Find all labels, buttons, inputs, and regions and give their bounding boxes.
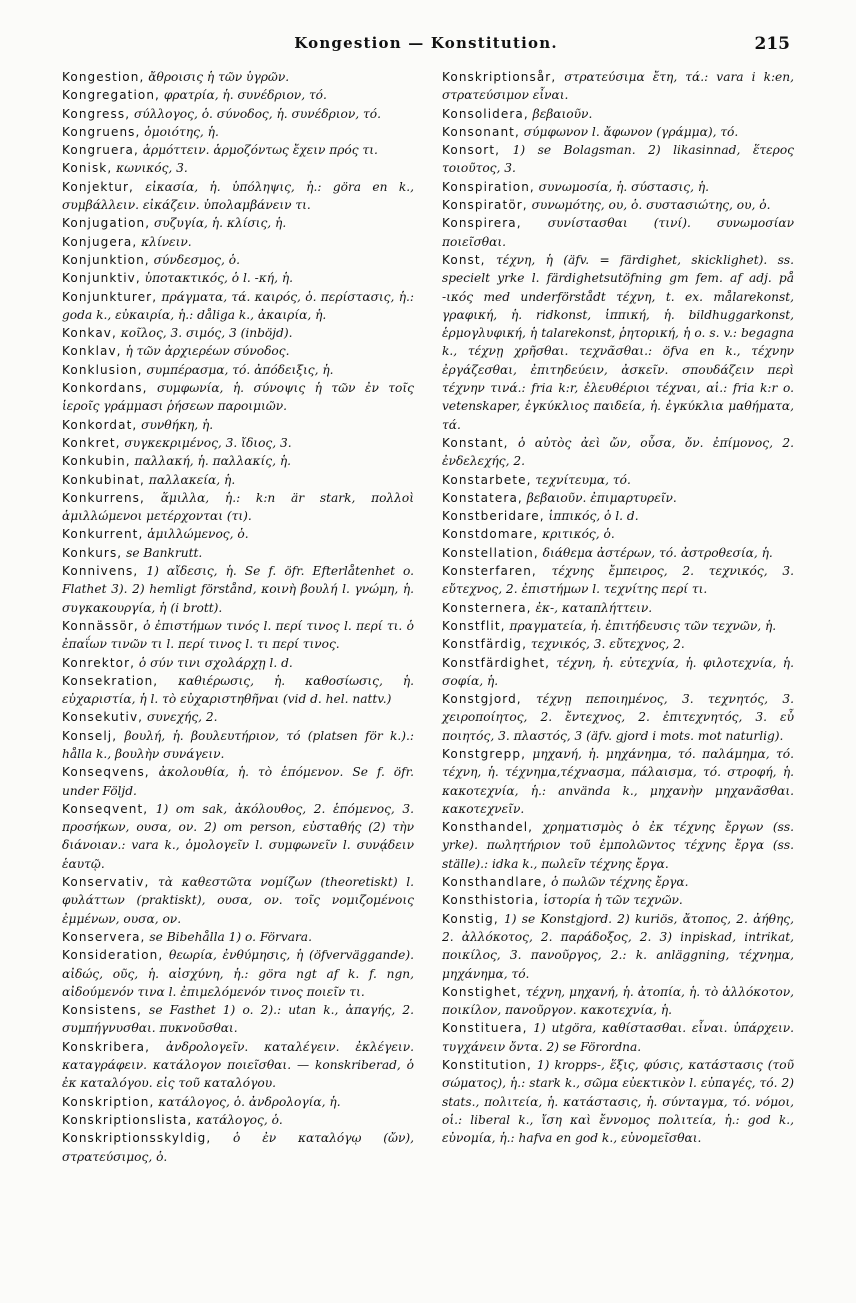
dictionary-entry xyxy=(62,489,414,526)
entry-headword: Konstig, xyxy=(442,911,499,926)
entry-translation: τέχνη, ἡ. εὐτεχνία, ἡ. φιλοτεχνία, ἡ. σοφία, ἡ. xyxy=(442,655,794,688)
entry-headword: Konklav, xyxy=(62,344,122,359)
entry-translation: τεχνικός, 3. εὔτεχνος, 2. xyxy=(527,637,685,652)
entry-translation: τέχνῃ πεποιημένος, 3. τεχνητός, 3. χειροποίητος, 2. ἔντεχνος, 2. ἐπιτεχνητός, 3. εὖ ποιητός, 3. πλαστός, 3 (äfv. gjord i mots. mot naturlig). xyxy=(442,692,794,743)
dictionary-entry xyxy=(442,617,794,635)
entry-headword: Konisk, xyxy=(62,161,113,176)
dictionary-entry xyxy=(442,745,794,818)
dictionary-entry xyxy=(62,873,414,928)
entry-headword: Konsort, xyxy=(442,143,501,158)
entry-translation: ἱστορία ἡ τῶν τεχνῶν. xyxy=(539,893,683,908)
entry-translation: 1) se Konstgjord. 2) kuriös, ἄτοπος, 2. ἀήθης, 2. ἀλλόκοτος, 2. παράδοξος, 2. 3) inpiskad, intrikat, ποικίλος, 3. πανοῦργος, 2.: k. anläggning, τέχνημα, μηχάνημα, τό. xyxy=(442,911,794,981)
entry-headword: Konkurrent, xyxy=(62,527,144,542)
dictionary-entry xyxy=(62,471,414,489)
entry-headword: Konservativ, xyxy=(62,875,150,890)
entry-translation: ὁ σύν τινι σχολάρχῃ l. d. xyxy=(135,655,293,670)
dictionary-entry xyxy=(62,141,414,159)
entry-headword: Konsistens, xyxy=(62,1003,142,1018)
entry-headword: Konkav, xyxy=(62,326,117,341)
entry-headword: Konspiratör, xyxy=(442,198,528,213)
entry-translation: ἄθροισις ἡ τῶν ὑγρῶν. xyxy=(144,70,290,84)
dictionary-entry xyxy=(62,1093,414,1111)
entry-translation: χρηματισμὸς ὁ ἐκ τέχνης ἔργων (ss. yrke). πωλητήριον τοῦ ἐμπολῶντος τέχνης ἔργα (ss. ställe).: idka k., πωλεῖν τέχνης ἔργα. xyxy=(442,820,794,871)
entry-translation: κατάλογος, ὁ. xyxy=(192,1112,283,1127)
dictionary-entry xyxy=(442,983,794,1020)
dictionary-entry xyxy=(442,818,794,873)
entry-headword: Konsekutiv, xyxy=(62,710,144,725)
entry-headword: Konrektor, xyxy=(62,655,136,670)
dictionary-entry xyxy=(62,763,414,800)
entry-translation: se Bibehålla 1) o. Förvara. xyxy=(145,929,312,944)
entry-headword: Konjunktiv, xyxy=(62,271,141,286)
entry-translation: βεβαιοῦν. ἐπιμαρτυρεῖν. xyxy=(522,490,677,505)
dictionary-entry xyxy=(442,1056,794,1147)
entry-translation: σύλλογος, ὁ. σύνοδος, ἡ. συνέδριον, τό. xyxy=(130,106,381,121)
entry-headword: Konjugera, xyxy=(62,234,138,249)
dictionary-entry xyxy=(62,159,414,177)
entry-headword: Konsthandel, xyxy=(442,820,534,835)
entry-headword: Konstant, xyxy=(442,435,509,450)
entry-translation: ἡ τῶν ἀρχιερέων σύνοδος. xyxy=(121,344,290,359)
entry-translation: συνωμότης, ου, ὁ. συστασιώτης, ου, ὁ. xyxy=(527,198,771,213)
dictionary-entry xyxy=(442,105,794,123)
entry-translation: συμφωνία, ἡ. σύνοψις ἡ τῶν ἐν τοῖς ἱεροῖς γράμμασι ῥήσεων παροιμιῶν. xyxy=(62,381,414,414)
dictionary-entry xyxy=(62,617,414,654)
entry-headword: Konstflit, xyxy=(442,618,506,633)
entry-headword: Konnässör, xyxy=(62,618,139,633)
entry-headword: Konjugation, xyxy=(62,216,151,231)
dictionary-entry xyxy=(442,507,794,525)
entry-translation: 1) se Bolagsman. 2) likasinnad, ἕτερος τοιοῦτος, 3. xyxy=(442,143,794,176)
dictionary-entry xyxy=(442,214,794,251)
entry-translation: ὁ ἐπιστήμων τινός l. περί τινος l. περί τι. ὁ ἐπαΐων τινῶν τι l. περί τινος l. τι περί τινος. xyxy=(62,618,414,652)
dictionary-entry xyxy=(62,123,414,141)
entry-headword: Konsthistoria, xyxy=(442,893,540,908)
entry-translation: ὁμοιότης, ἡ. xyxy=(140,124,219,139)
dictionary-entry xyxy=(442,544,794,562)
entry-translation: συνωμοσία, ἡ. σύστασις, ἡ. xyxy=(534,179,710,194)
entry-translation: συγκεκριμένος, 3. ἴδιος, 3. xyxy=(120,435,292,450)
dictionary-entry xyxy=(62,1111,414,1129)
entry-headword: Konstgjord, xyxy=(442,692,522,707)
entry-headword: Konstighet, xyxy=(442,984,522,999)
entry-headword: Konkubin, xyxy=(62,454,131,469)
entry-headword: Konspiration, xyxy=(442,179,535,194)
dictionary-entry xyxy=(62,946,414,1001)
entry-headword: Konselj, xyxy=(62,728,118,743)
entry-headword: Konkordans, xyxy=(62,381,148,396)
dictionary-entry xyxy=(442,562,794,599)
dictionary-entry xyxy=(442,599,794,617)
right-column xyxy=(442,68,794,1148)
entry-translation: καθιέρωσις, ἡ. καθοσίωσις, ἡ. εὐχαριστία, ἡ l. τὸ εὐχαριστηθῆναι (vid d. hel. nattv.) xyxy=(62,673,414,707)
dictionary-entry xyxy=(62,342,414,360)
entry-headword: Konstdomare, xyxy=(442,527,539,542)
entry-translation: μηχανή, ἡ. μηχάνημα, τό. παλάμημα, τό. τέχνη, ἡ. τέχνημα,τέχνασμα, πάλαισμα, τό. στροφή, ἡ. κακοτεχνία, ἡ.: använda k., μηχανὴν μηχανᾶσθαι. κακοτεχνεῖν. xyxy=(442,746,794,816)
dictionary-entry xyxy=(442,471,794,489)
entry-translation: 1) kropps-, ἕξις, φύσις, κατάστασις (τοῦ σώματος), ἡ.: stark k., σῶμα εὐεκτικὸν l. εὐπαγές, τό. 2) stats., πολιτεία, ἡ. κατάστασις, ἡ. σύνταγμα, τό. νόμοι, οἱ.: liberal k., ἴση καὶ ἔννομος πολιτεία, ἡ.: god k., εὐνομία, ἡ.: hafva en god k., εὐνομεῖσθαι. xyxy=(442,1058,794,1146)
entry-headword: Konkurs, xyxy=(62,545,123,560)
entry-headword: Konjektur, xyxy=(62,179,134,194)
running-title: Kongestion — Konstitution. xyxy=(294,34,558,52)
entry-headword: Konskriptionsår, xyxy=(442,70,557,84)
dictionary-entry xyxy=(62,86,414,104)
entry-translation: 1) αἴδεσις, ἡ. Se f. öfr. Efterlåtenhet o. Flathet 3). 2) hemligt förstånd, κοινὴ βουλή l. γνώμη, ἡ. συγκακουργία, ἡ (i brott). xyxy=(62,564,414,615)
dictionary-entry xyxy=(62,288,414,325)
dictionary-entry xyxy=(62,251,414,269)
dictionary-entry xyxy=(62,361,414,379)
entry-translation: ἐκ-, καταπλήττειν. xyxy=(531,600,653,615)
left-column xyxy=(62,68,414,1166)
dictionary-entry xyxy=(62,654,414,672)
dictionary-entry xyxy=(62,800,414,873)
dictionary-entry xyxy=(62,178,414,215)
entry-translation: συζυγία, ἡ. κλίσις, ἡ. xyxy=(150,216,287,231)
dictionary-entry xyxy=(442,635,794,653)
entry-translation: τὰ καθεστῶτα νομίζων (theoretiskt) l. φυλάττων (praktiskt), ουσα, ον. τοῖς νομιζομένοις ἐμμένων, ουσα, ον. xyxy=(62,875,414,926)
dictionary-entry xyxy=(442,141,794,178)
entry-headword: Konseqvent, xyxy=(62,801,149,816)
entry-headword: Kongregation, xyxy=(62,88,160,103)
dictionary-entry xyxy=(442,68,794,105)
entry-headword: Konsolidera, xyxy=(442,106,529,121)
entry-translation: κοῖλος, 3. σιμός, 3 (inböjd). xyxy=(116,326,293,341)
entry-headword: Kongress, xyxy=(62,106,131,121)
page-number: 215 xyxy=(754,34,790,54)
entry-headword: Kongruens, xyxy=(62,124,141,139)
entry-headword: Konkubinat, xyxy=(62,472,145,487)
entry-headword: Konkurrens, xyxy=(62,490,145,505)
entry-translation: συνθήκη, ἡ. xyxy=(137,417,214,432)
entry-headword: Konkret, xyxy=(62,435,121,450)
entry-translation: τεχνίτευμα, τό. xyxy=(531,472,631,487)
entry-translation: ὁ ἐν καταλόγῳ (ὤν), στρατεύσιμος, ὁ. xyxy=(62,1131,414,1164)
dictionary-entry xyxy=(442,178,794,196)
entry-translation: κριτικός, ὁ. xyxy=(538,527,615,542)
entry-headword: Konspirera, xyxy=(442,216,522,231)
entry-headword: Konstberidare, xyxy=(442,509,545,524)
entry-translation: 1) om sak, ἀκόλουθος, 2. ἑπόμενος, 3. προσήκων, ουσα, ον. 2) om person, εὐσταθής (2) τὴν διάνοιαν.: vara k., ὁμολογεῖν l. συμφωνεῖν l. συνᾴδειν ἑαυτῷ. xyxy=(62,801,414,871)
entry-translation: κλίνειν. xyxy=(137,234,192,249)
entry-translation: 1) utgöra, καθίστασθαι. εἶναι. ὑπάρχειν. τυγχάνειν ὄντα. 2) se Förordna. xyxy=(442,1021,794,1054)
dictionary-entry xyxy=(442,654,794,691)
entry-translation: σύνδεσμος, ὁ. xyxy=(149,252,240,267)
entry-translation: συνίστασθαι (τινί). συνωμοσίαν ποιεῖσθαι. xyxy=(442,216,794,249)
entry-translation: βεβαιοῦν. xyxy=(528,106,593,121)
dictionary-entry xyxy=(62,1129,414,1166)
entry-headword: Konseqvens, xyxy=(62,765,150,780)
entry-translation: εἰκασία, ἡ. ὑπόληψις, ἡ.: göra en k., συμβάλλειν. εἰκάζειν. ὑπολαμβάνειν τι. xyxy=(62,179,414,213)
entry-headword: Konstgrepp, xyxy=(442,746,526,761)
entry-headword: Konjunktion, xyxy=(62,252,150,267)
entry-translation: παλλακεία, ἡ. xyxy=(144,472,236,487)
dictionary-entry xyxy=(62,525,414,543)
entry-translation: τέχνη, ἡ (äfv. = färdighet, skicklighet). ss. specielt yrke l. färdighetsutöfning gm fem. af adj. på -ικός med underförstådt τέχνη, t. ex. målarekonst, γραφική, ἡ. ridkonst, ἱππική, ἡ. bildhuggarkonst, ἑρμογλυφική, ἡ talarekonst, ῥητορική, ἡ o. s. v.: begagna k., τέχνῃ χρῆσθαι. τεχνᾶσθαι.: öfva en k., τέχνην ἐργάζεσθαι, ἐπιτηδεύειν, ἀσκεῖν. σπουδάζειν περὶ τέχνην τινά.: fria k:r, ἐλευθέριοι τέχναι, αἱ.: fria k:r o. vetenskaper, ἐγκύκλιος παιδεία, ἡ. ἐγκύκλια μαθήματα, τά. xyxy=(442,252,794,432)
dictionary-entry xyxy=(62,452,414,470)
entry-translation: ἁμιλλώμενος, ὁ. xyxy=(143,527,249,542)
dictionary-entry xyxy=(62,434,414,452)
entry-translation: πράγματα, τά. καιρός, ὁ. περίστασις, ἡ.: goda k., εὐκαιρία, ἡ.: dåliga k., ἀκαιρία, ἡ. xyxy=(62,289,414,322)
dictionary-entry xyxy=(442,489,794,507)
dictionary-entry xyxy=(442,1019,794,1056)
entry-translation: θεωρία, ἐνθύμησις, ἡ (öfverväggande). αἰδώς, οῦς, ἡ. αἰσχύνη, ἡ.: göra ngt af k. f. ngn, αἰδούμενόν τινα l. ἐπιμελόμενόν τινος ποιεῖν τι. xyxy=(62,948,414,999)
dictionary-entry xyxy=(442,196,794,214)
dictionary-entry xyxy=(62,1038,414,1093)
entry-headword: Konskription, xyxy=(62,1094,155,1109)
dictionary-entry xyxy=(62,379,414,416)
entry-headword: Konjunkturer, xyxy=(62,289,158,304)
entry-headword: Konstatera, xyxy=(442,490,523,505)
dictionary-entry xyxy=(62,416,414,434)
dictionary-entry xyxy=(62,324,414,342)
dictionary-entry xyxy=(62,562,414,617)
entry-translation: ἱππικός, ὁ l. d. xyxy=(544,509,639,524)
entry-headword: Konservera, xyxy=(62,929,146,944)
entry-translation: ἀκολουθία, ἡ. τὸ ἑπόμενον. Se f. öfr. under Följd. xyxy=(62,765,414,798)
entry-translation: παλλακή, ἡ. παλλακίς, ἡ. xyxy=(130,454,292,469)
entry-headword: Kongruera, xyxy=(62,143,139,158)
dictionary-entry xyxy=(442,891,794,909)
entry-headword: Konskriptionslista, xyxy=(62,1112,193,1127)
dictionary-entry xyxy=(442,525,794,543)
entry-headword: Konsekration, xyxy=(62,673,159,688)
dictionary-entry xyxy=(62,1001,414,1038)
entry-headword: Kongestion, xyxy=(62,70,145,84)
entry-translation: ἀνδρολογεῖν. καταλέγειν. ἐκλέγειν. καταγράφειν. κατάλογον ποιεῖσθαι. — konskriberad, ὁ ἐκ καταλόγου. εἰς τοῦ καταλόγου. xyxy=(62,1039,414,1091)
entry-translation: στρατεύσιμα ἔτη, τά.: vara i k:en, στρατεύσιμον εἶναι. xyxy=(442,70,794,103)
page-header xyxy=(62,34,790,56)
entry-translation: πραγματεία, ἡ. ἐπιτήδευσις τῶν τεχνῶν, ἡ. xyxy=(505,618,777,633)
dictionary-entry xyxy=(62,68,414,86)
entry-headword: Konsthandlare, xyxy=(442,875,548,890)
dictionary-entry xyxy=(442,690,794,745)
dictionary-entry xyxy=(62,105,414,123)
dictionary-entry xyxy=(442,251,794,434)
entry-headword: Konsterfaren, xyxy=(442,564,537,579)
dictionary-entry xyxy=(62,672,414,709)
entry-headword: Konsternera, xyxy=(442,600,532,615)
entry-headword: Konkordat, xyxy=(62,417,138,432)
entry-headword: Konstfärdig, xyxy=(442,637,528,652)
entry-headword: Konstitution, xyxy=(442,1058,532,1073)
entry-translation: σύμφωνον l. ἄφωνον (γράμμα), τό. xyxy=(519,124,739,139)
entry-headword: Konsonant, xyxy=(442,124,520,139)
entry-headword: Konst, xyxy=(442,252,486,267)
entry-translation: κατάλογος, ὁ. ἀνδρολογία, ἡ. xyxy=(154,1094,341,1109)
entry-headword: Konskriptionsskyldig, xyxy=(62,1131,212,1146)
dictionary-entry xyxy=(442,123,794,141)
dictionary-entry xyxy=(442,910,794,983)
dictionary-entry xyxy=(62,233,414,251)
entry-translation: ὁ πωλῶν τέχνης ἔργα. xyxy=(547,875,689,890)
entry-translation: κωνικός, 3. xyxy=(112,161,188,176)
entry-translation: συμπέρασμα, τό. ἀπόδειξις, ἡ. xyxy=(142,362,334,377)
entry-translation: φρατρία, ἡ. συνέδριον, τό. xyxy=(159,88,327,103)
entry-translation: ἅμιλλα, ἡ.: k:n är stark, πολλοὶ ἁμιλλώμενοι μετέρχονται (τι). xyxy=(62,490,414,524)
entry-headword: Konstituera, xyxy=(442,1021,528,1036)
entry-headword: Konsideration, xyxy=(62,948,164,963)
entry-translation: τέχνης ἔμπειρος, 2. τεχνικός, 3. εὔτεχνος, 2. ἐπιστήμων l. τεχνίτης περί τι. xyxy=(442,564,794,597)
entry-translation: ἁρμόττειν. ἁρμοζόντως ἔχειν πρός τι. xyxy=(138,143,378,158)
entry-translation: ὑποτακτικός, ὁ l. -κή, ἡ. xyxy=(140,271,293,286)
dictionary-entry xyxy=(62,727,414,764)
dictionary-entry xyxy=(62,928,414,946)
entry-headword: Konstarbete, xyxy=(442,472,532,487)
entry-headword: Konstfärdighet, xyxy=(442,655,551,670)
entry-translation: τέχνη, μηχανή, ἡ. ἀτοπία, ἡ. τὸ ἀλλόκοτον, ποικίλον, πανοῦργον. κακοτεχνία, ἡ. xyxy=(442,984,794,1018)
dictionary-entry xyxy=(62,544,414,562)
dictionary-entry xyxy=(62,708,414,726)
entry-translation: ὁ αὐτὸς ἀεὶ ὤν, οὖσα, ὄν. ἐπίμονος, 2. ἐνδελεχής, 2. xyxy=(442,435,794,469)
entry-translation: διάθεμα ἀστέρων, τό. ἀστροθεσία, ἡ. xyxy=(538,545,773,560)
entry-translation: se Bankrutt. xyxy=(122,545,203,560)
dictionary-entry xyxy=(442,873,794,891)
entry-translation: se Fasthet 1) o. 2).: utan k., ἀπαγής, 2. συμπήγνυσθαι. πυκνοῦσθαι. xyxy=(62,1003,414,1036)
entry-translation: βουλή, ἡ. βουλευτήριον, τό (platsen för k.).: hålla k., βουλὴν συνάγειν. xyxy=(62,728,414,761)
dictionary-entry xyxy=(62,269,414,287)
entry-headword: Konskribera, xyxy=(62,1039,150,1054)
dictionary-entry xyxy=(62,214,414,232)
entry-headword: Konstellation, xyxy=(442,545,539,560)
entry-headword: Konnivens, xyxy=(62,564,139,579)
entry-translation: συνεχής, 2. xyxy=(143,710,218,725)
entry-headword: Konklusion, xyxy=(62,362,143,377)
dictionary-entry xyxy=(442,434,794,471)
